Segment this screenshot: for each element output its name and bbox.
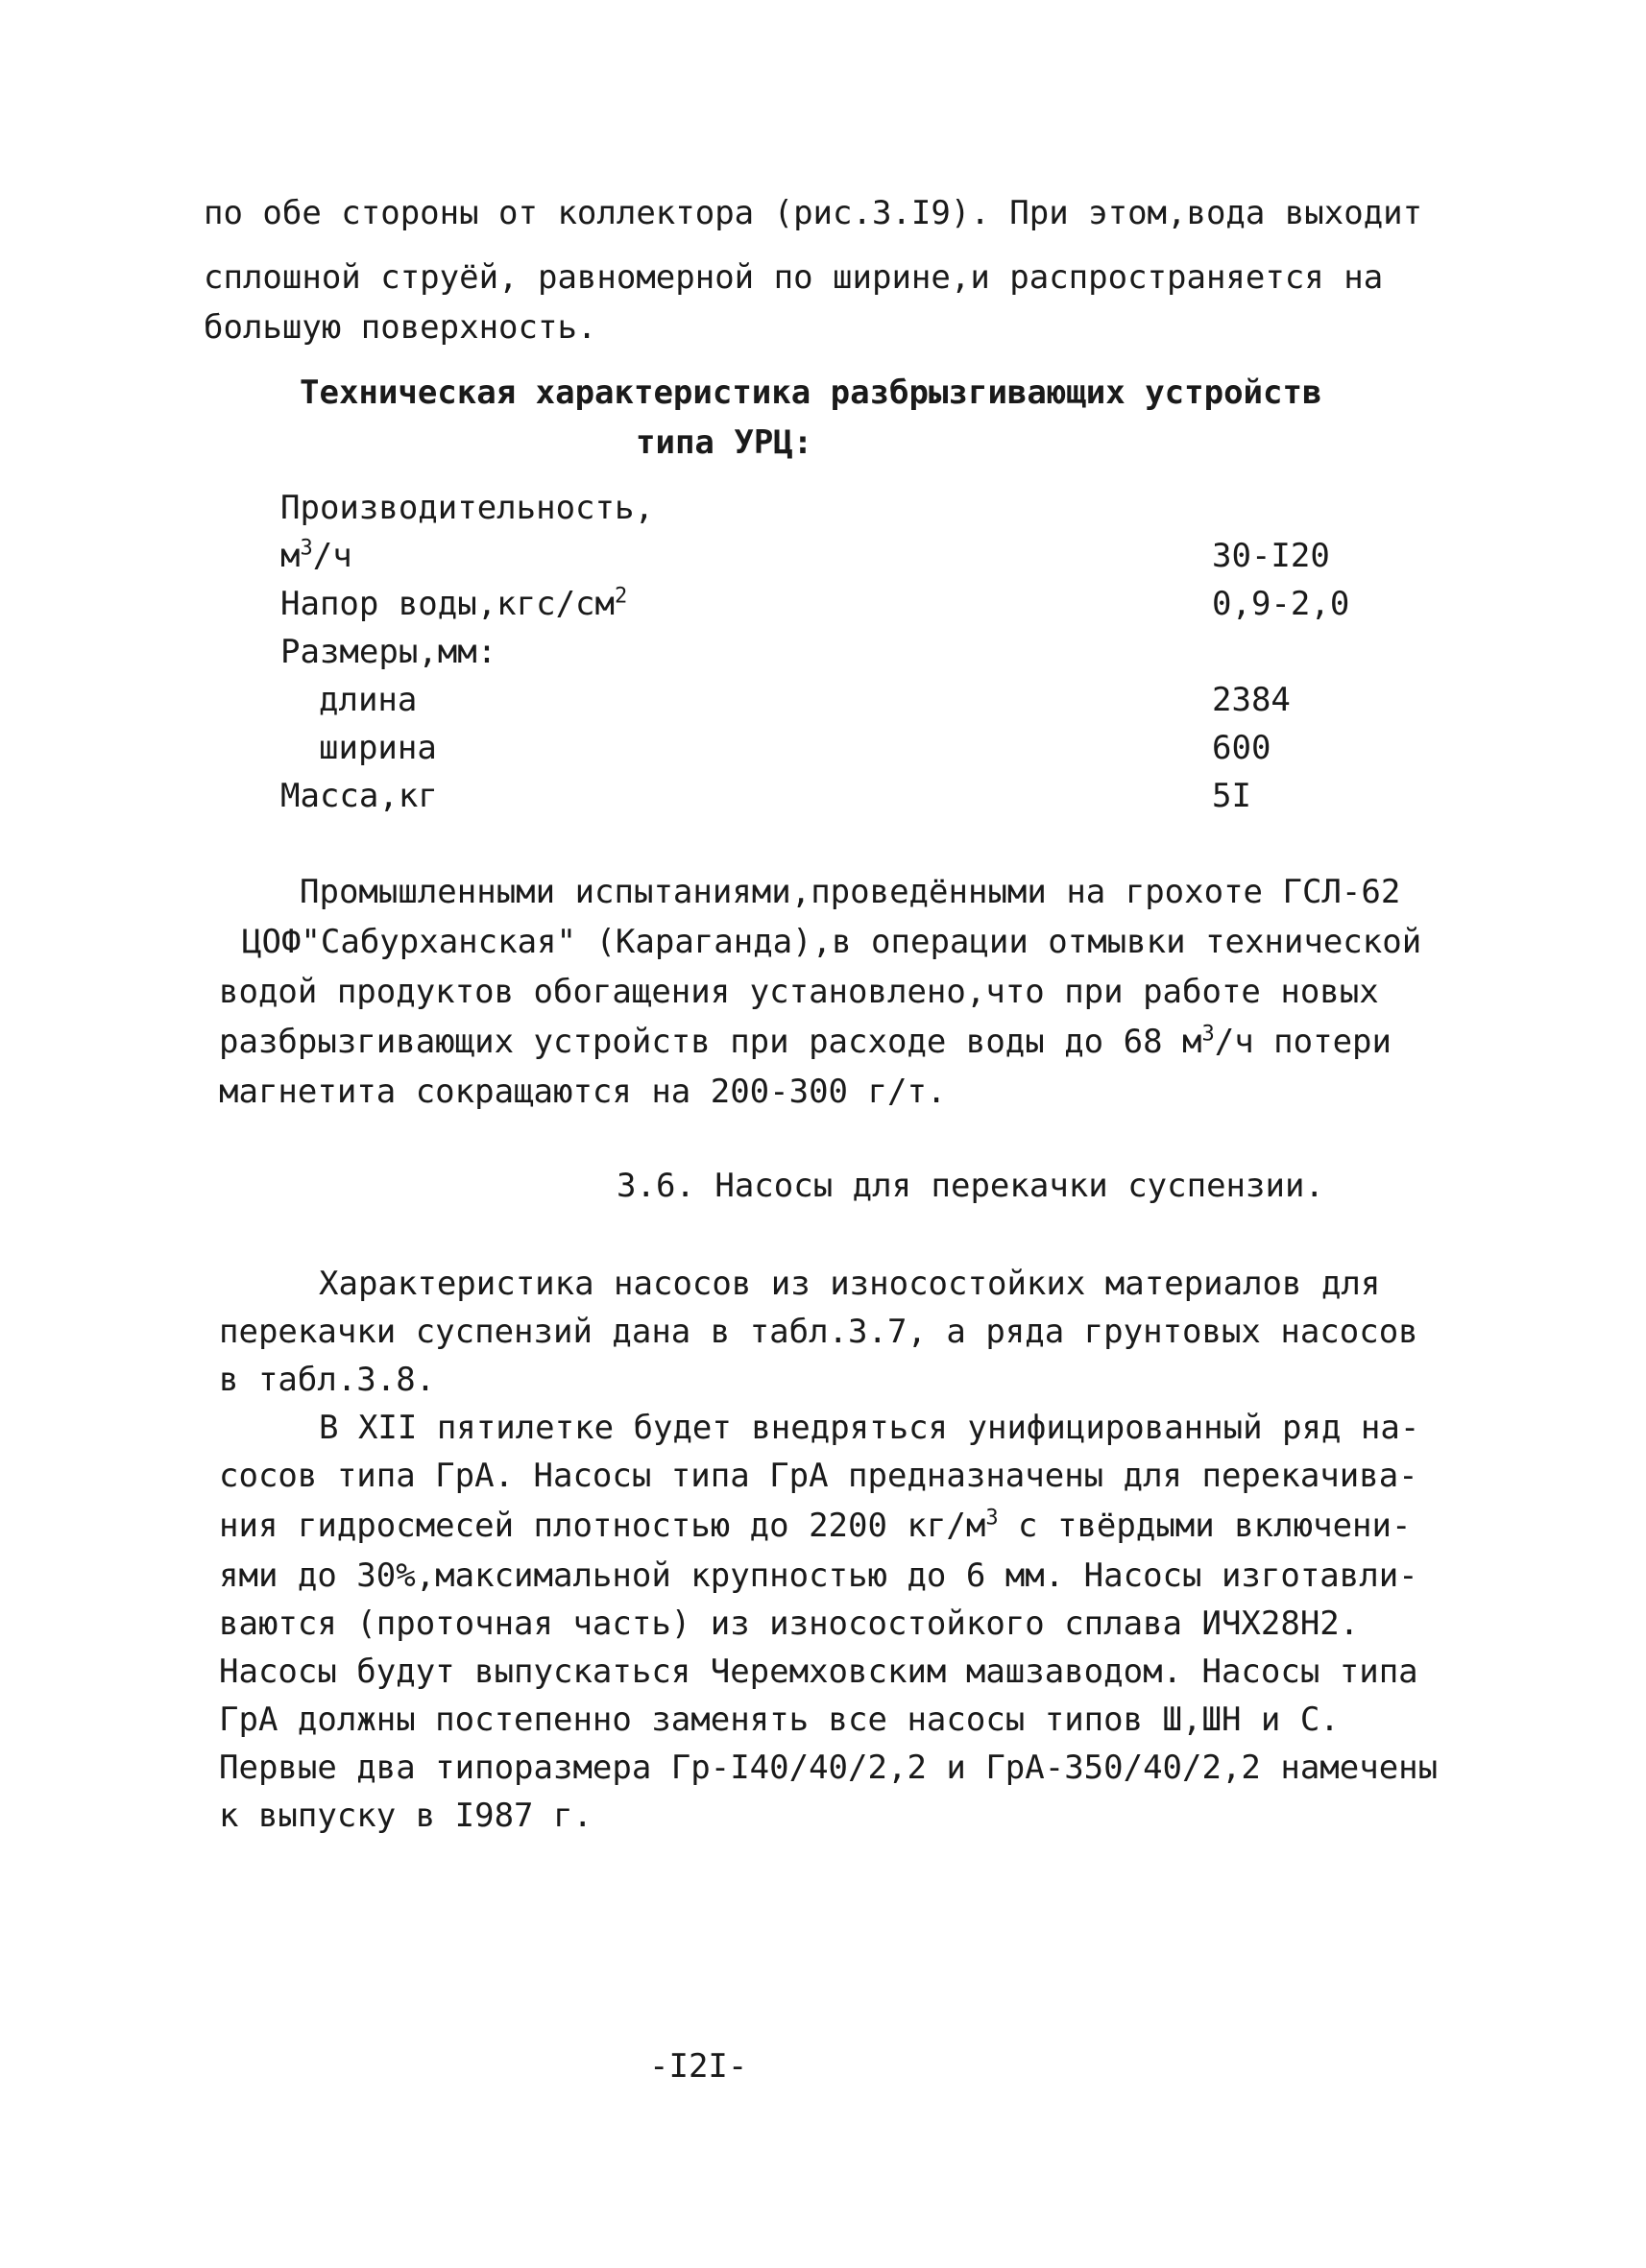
spec-value-length: 2384 (1212, 681, 1291, 719)
spec-label-width: ширина (319, 729, 437, 767)
section-heading: 3.6. Насосы для перекачки суспензии. (617, 1167, 1324, 1205)
text-line: ваются (проточная часть) из износостойкого сплава ИЧХ28Н2. (219, 1604, 1360, 1643)
text-line: водой продуктов обогащения установлено,что при работе новых (219, 973, 1379, 1011)
page-number: -I2I- (649, 2047, 748, 2086)
text-line: сплошной струёй, равномерной по ширине,и распространяется на (204, 258, 1384, 297)
spec-label-mass: Масса,кг (280, 777, 438, 815)
text-line: к выпуску в I987 г. (219, 1797, 593, 1835)
spec-value-width: 600 (1212, 729, 1271, 767)
text-line: В XII пятилетке будет внедряться унифицированный ряд на- (319, 1409, 1420, 1447)
spec-label-capacity-unit: $м^3/ч$ (280, 536, 352, 575)
text-line: ГрА должны постепенно заменять все насосы типов Ш,ШН и С. (219, 1701, 1340, 1739)
spec-label-pressure: Напор $воды,кгс/см^2$ (280, 584, 628, 623)
spec-value-mass: 5I (1212, 777, 1251, 815)
text-line: Характеристика насосов из износостойких материалов для (319, 1265, 1381, 1303)
spec-title: Техническая характеристика разбрызгивающих устройств (300, 374, 1322, 412)
spec-label-capacity: Производительность, (280, 489, 654, 527)
spec-label-dimensions: Размеры,мм: (280, 633, 497, 671)
text-line: большую поверхность. (204, 308, 597, 347)
text-line: ния гидросмесей плотностью до 2200 $кг/м^3$ с твёрдыми включени- (219, 1506, 1412, 1545)
text-line: магнетита сокращаются на 200-300 г/т. (219, 1073, 947, 1111)
text-line: ями до 30%,максимальной крупностью до 6 мм. Насосы изготавли- (219, 1556, 1418, 1595)
text-line: в табл.3.8. (219, 1361, 436, 1399)
spec-value-capacity: 30-I20 (1212, 537, 1330, 575)
text-line: перекачки суспензий дана в табл.3.7, а ряда грунтовых насосов (219, 1313, 1418, 1351)
text-line: по обе стороны от коллектора (рис.3.I9). При этом,вода выходит (204, 194, 1423, 232)
spec-label-length: длина (319, 681, 418, 719)
spec-title-type: типа УРЦ: (636, 423, 813, 462)
text-line: ЦОФ"Сабурханская" (Караганда),в операции отмывки технической (242, 923, 1422, 961)
text-line: сосов типа ГрА. Насосы типа ГрА предназначены для перекачива- (219, 1457, 1418, 1495)
text-line: разбрызгивающих устройств при расходе воды до 68 $м^3/ч$ потери (219, 1022, 1392, 1061)
text-line: Промышленными испытаниями,проведёнными на грохоте ГСЛ-62 (300, 873, 1401, 911)
spec-value-pressure: 0,9-2,0 (1212, 585, 1350, 623)
text-line: Первые два типоразмера Гр-I40/40/2,2 и ГрА-350/40/2,2 намечены (219, 1749, 1439, 1787)
text-line: Насосы будут выпускаться Черемховским машзаводом. Насосы типа (219, 1653, 1418, 1691)
